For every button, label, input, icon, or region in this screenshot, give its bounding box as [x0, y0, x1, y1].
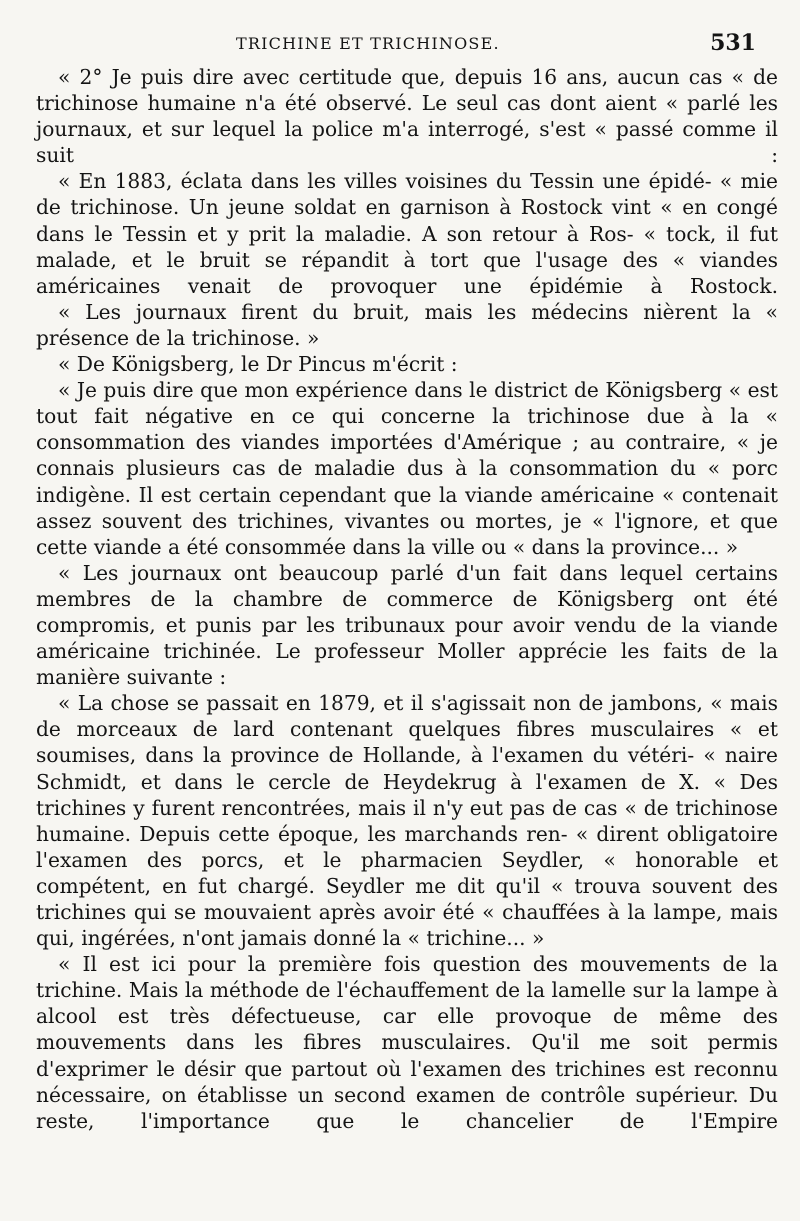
running-title: TRICHINE ET TRICHINOSE.: [236, 34, 500, 53]
page-header: [36, 28, 778, 62]
paragraph-2: « En 1883, éclata dans les villes voisines du Tessin une épidé- « mie de trichinose. Un jeune soldat en garnison à Rostock vint « en congé dans le Tessin et y prit la maladie. A son retour à Ros- « tock, il fut malade, et le bruit se répandit à tort que l'usage des « viandes américaines venait de provoquer une épidémie à Rostock.: [36, 169, 778, 298]
paragraph-1: « 2° Je puis dire avec certitude que, depuis 16 ans, aucun cas « de trichinose humaine n'a été observé. Le seul cas dont aient « parlé les journaux, et sur lequel la police m'a interrogé, s'est « passé comme il suit :: [36, 65, 778, 168]
paragraph-7: « La chose se passait en 1879, et il s'agissait non de jambons, « mais de morceaux de lard contenant quelques fibres musculaires « et soumises, dans la province de Hollande, à l'examen du vétéri- « naire Schmidt, et dans le cercle de Heydekrug à l'examen de X. « Des trichines y furent rencontrées, mais il n'y eut pas de cas « de trichinose humaine. Depuis cette époque, les marchands ren- « dirent obligatoire l'examen des porcs, et le pharmacien Seydler, « honorable et compétent, en fut chargé. Seydler me dit qu'il « trouva souvent des trichines qui se mouvaient après avoir été « chauffées à la lampe, mais qui, ingérées, n'ont jamais donné la « trichine... »: [36, 691, 778, 951]
paragraph-3: « Les journaux firent du bruit, mais les médecins nièrent la « présence de la trichinose. »: [36, 299, 778, 350]
paragraph-5: « Je puis dire que mon expérience dans le district de Königsberg « est tout fait négative en ce qui concerne la trichinose due à la « consommation des viandes importées d'Amérique ; au contraire, « je connais plusieurs cas de maladie dus à la consommation du « porc indigène. Il est certain cependant que la viande américaine « contenait assez souvent des trichines, vivantes ou mortes, je « l'ignore, et que cette viande a été consommée dans la ville ou « dans la province... »: [36, 378, 778, 559]
paragraph-6: « Les journaux ont beaucoup parlé d'un fait dans lequel certains membres de la chambre de commerce de Königsberg ont été compromis, et punis par les tribunaux pour avoir vendu de la viande américaine trichinée. Le professeur Moller apprécie les faits de la manière suivante :: [36, 560, 778, 690]
paragraph-4: « De Königsberg, le Dr Pincus m'écrit :: [58, 352, 458, 377]
page-number: 531: [710, 30, 756, 56]
paragraph-8: « Il est ici pour la première fois question des mouvements de la trichine. Mais la méthode de l'échauffement de la lamelle sur la lampe à alcool est très défectueuse, car elle provoque de même des mouvements dans les fibres musculaires. Qu'il me soit permis d'exprimer le désir que partout où l'examen des trichines est reconnu nécessaire, on établisse un second examen de contrôle supérieur. Du reste, l'importance que le chancelier de l'Empire: [36, 952, 778, 1133]
body-text: [36, 64, 778, 1134]
